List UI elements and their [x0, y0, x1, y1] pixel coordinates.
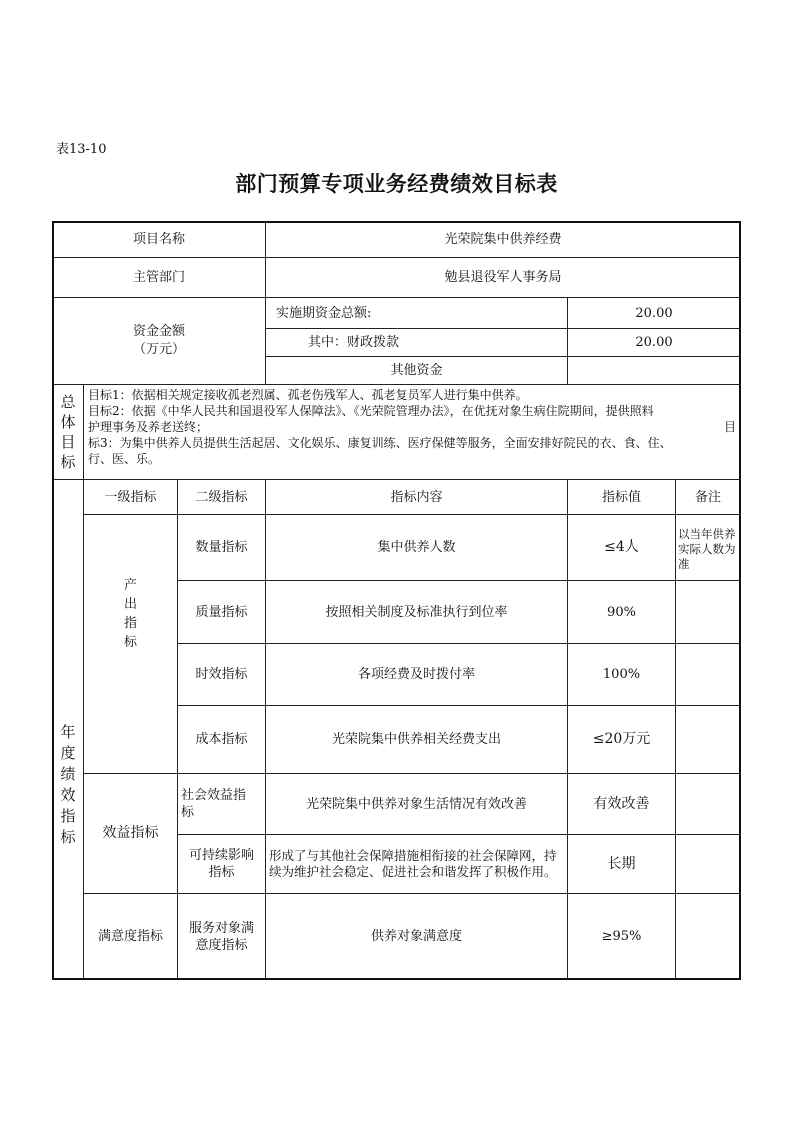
benefit-indicator-label: 效益指标	[83, 773, 178, 894]
page-title: 部门预算专项业务经费绩效目标表	[235, 172, 558, 196]
value-sustainable: 长期	[567, 834, 676, 894]
annual-label-char: 标	[60, 827, 76, 846]
annual-label-char: 指	[60, 806, 76, 825]
remark-social-benefit	[675, 773, 741, 835]
fiscal-funds-value: 20.00	[567, 328, 741, 357]
goal-3-line1: 标3：为集中供养人员提供生活起居、文化娱乐、康复训练、医疗保健等服务，全面安排好院民的衣、食、住、	[88, 436, 672, 450]
content-sustainable: 形成了与其他社会保障措施相衔接的社会保障网，持续为维护社会稳定、促进社会和谐发挥了积极作用。	[265, 834, 568, 894]
overall-goal-char: 总	[60, 393, 76, 411]
satisfaction-indicator-label: 满意度指标	[83, 893, 178, 980]
fiscal-funds-label: 其中：财政拨款	[265, 328, 568, 357]
output-label-char: 指	[123, 616, 137, 631]
overall-goal-char: 标	[60, 453, 76, 471]
value-satisfaction: ≥95%	[567, 893, 676, 980]
header-content: 指标内容	[265, 479, 568, 515]
level2-satisfaction: 服务对象满意度指标	[177, 893, 266, 980]
other-funds-value	[567, 356, 741, 385]
funds-label	[52, 297, 266, 385]
remark-satisfaction	[675, 893, 741, 980]
funds-label-line1: 资金金额	[132, 324, 185, 339]
value-social-benefit: 有效改善	[567, 773, 676, 835]
content-satisfaction: 供养对象满意度	[265, 893, 568, 980]
annual-label-char: 绩	[60, 764, 76, 783]
total-funds-label: 实施期资金总额:	[265, 297, 568, 329]
value-quality: 90%	[567, 580, 676, 644]
total-funds-value: 20.00	[567, 297, 741, 329]
value-timeliness: 100%	[567, 643, 676, 706]
level2-quantity: 数量指标	[177, 514, 266, 581]
remark-cost	[675, 705, 741, 774]
annual-label-char: 效	[60, 785, 76, 804]
goal-3-start: 目	[723, 420, 736, 434]
project-name-value: 光荣院集中供养经费	[265, 221, 741, 258]
level2-quality: 质量指标	[177, 580, 266, 644]
goal-2-line1: 目标2：依据《中华人民共和国退役军人保障法》、《光荣院管理办法》，在优抚对象生病住院期间，提供照料	[88, 404, 654, 418]
remark-quality	[675, 580, 741, 644]
output-label-char: 产	[123, 578, 137, 593]
content-social-benefit: 光荣院集中供养对象生活情况有效改善	[265, 773, 568, 835]
other-funds-label: 其他资金	[265, 356, 568, 385]
content-timeliness: 各项经费及时拨付率	[265, 643, 568, 706]
output-label-char: 出	[123, 597, 137, 612]
goal-2-line2: 护理事务及养老送终；	[88, 420, 209, 434]
overall-goal-char: 目	[60, 433, 76, 451]
dept-value: 勉县退役军人事务局	[265, 257, 741, 298]
level2-sustainable: 可持续影响指标	[177, 834, 266, 894]
remark-quantity: 以当年供养实际人数为准	[675, 514, 741, 581]
remark-timeliness	[675, 643, 741, 706]
annual-label-char: 度	[60, 743, 76, 762]
level2-timeliness: 时效指标	[177, 643, 266, 706]
value-quantity: ≤4人	[567, 514, 676, 581]
header-level1: 一级指标	[83, 479, 178, 515]
level2-social-benefit: 社会效益指标	[177, 773, 266, 835]
output-indicator-label	[83, 514, 178, 774]
overall-goal-char: 体	[60, 413, 76, 431]
header-value: 指标值	[567, 479, 676, 515]
annual-label-char: 年	[60, 722, 76, 741]
remark-sustainable	[675, 834, 741, 894]
content-cost: 光荣院集中供养相关经费支出	[265, 705, 568, 774]
content-quality: 按照相关制度及标准执行到位率	[265, 580, 568, 644]
funds-label-line2: （万元）	[132, 342, 185, 357]
annual-indicator-label	[52, 479, 84, 980]
project-name-label: 项目名称	[52, 221, 266, 258]
output-label-char: 标	[123, 635, 137, 650]
goal-1: 目标1：依据相关规定接收孤老烈属、孤老伤残军人、孤老复员军人进行集中供养。	[88, 388, 528, 402]
value-cost: ≤20万元	[567, 705, 676, 774]
header-remark: 备注	[675, 479, 741, 515]
level2-cost: 成本指标	[177, 705, 266, 774]
content-quantity: 集中供养人数	[265, 514, 568, 581]
overall-goal-text	[83, 384, 741, 480]
dept-label: 主管部门	[52, 257, 266, 298]
overall-goal-label	[52, 384, 84, 480]
goal-3-line2: 行、医、乐。	[88, 452, 161, 466]
table-number: 表13-10	[56, 142, 107, 157]
header-level2: 二级指标	[177, 479, 266, 515]
